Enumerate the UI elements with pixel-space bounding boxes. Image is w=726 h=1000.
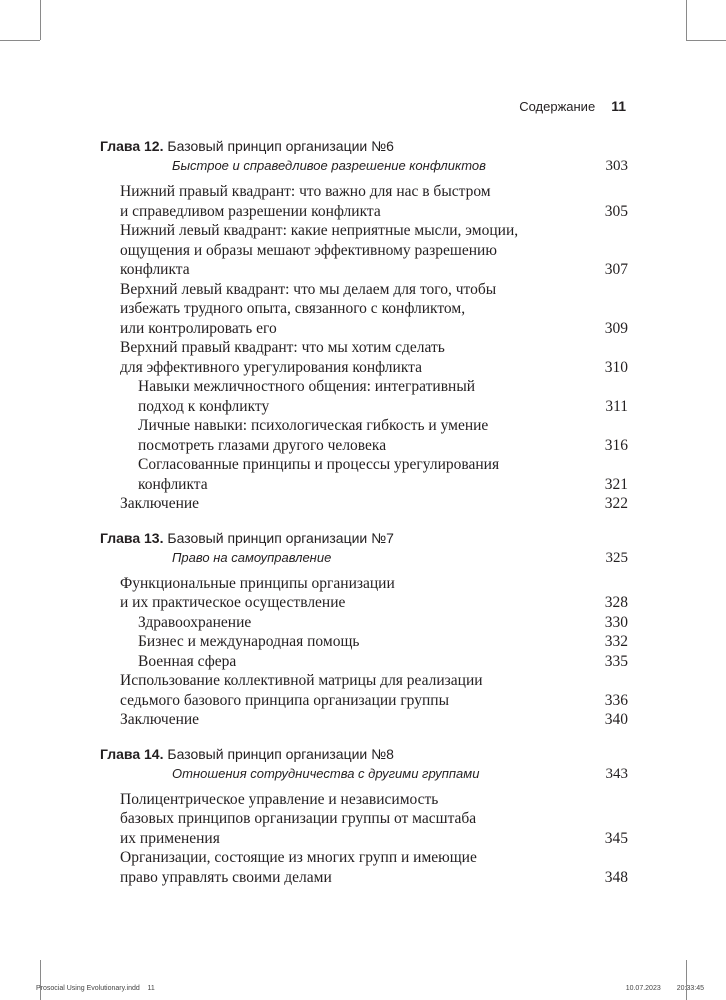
chapter-heading xyxy=(100,136,628,156)
toc-entry-title: Организации, состоящие из многих групп и имеющие право управлять своими делами xyxy=(120,849,477,886)
toc-entry xyxy=(100,221,628,280)
toc-entry-title: Личные навыки: психологическая гибкость и умение посмотреть глазами другого человека xyxy=(138,417,489,454)
toc-entry xyxy=(100,848,628,887)
page-ref: 332 xyxy=(604,633,628,650)
slug-time: 20:33:45 xyxy=(676,985,704,992)
toc-entry-title: Бизнес и международная помощь xyxy=(138,633,360,650)
page-ref: 348 xyxy=(604,868,628,886)
chapter-subtitle-row xyxy=(172,156,628,176)
toc-entry xyxy=(100,574,628,613)
section-title: Содержание xyxy=(519,99,596,114)
page-ref: 345 xyxy=(604,829,628,847)
chapter-title: Базовый принцип организации №7 xyxy=(167,529,394,546)
toc-entry-title: Заключение xyxy=(120,495,200,512)
crop-mark xyxy=(40,0,41,40)
page-ref: 311 xyxy=(605,397,628,415)
chapter-label: Глава 14. xyxy=(100,745,164,762)
crop-mark xyxy=(686,40,726,41)
toc-entry xyxy=(100,416,628,455)
toc-entry-title: Полицентрическое управление и независимость базовых принципов организации группы от масштаба их применения xyxy=(120,790,477,847)
running-head xyxy=(519,98,626,114)
chapter-subtitle: Право на самоуправление xyxy=(172,549,332,565)
chapter-block xyxy=(100,136,628,514)
crop-mark xyxy=(686,960,687,1000)
slug-date: 10.07.2023 xyxy=(625,985,661,992)
chapter-block xyxy=(100,528,628,730)
toc-entry xyxy=(100,652,628,672)
page-ref: 330 xyxy=(604,613,628,631)
page-ref: 328 xyxy=(604,594,628,611)
toc-entry xyxy=(100,671,628,710)
toc-entry xyxy=(100,613,628,633)
toc-entry-title: Согласованные принципы и процессы урегулирования конфликта xyxy=(138,456,500,493)
page-ref: 309 xyxy=(604,319,628,337)
toc-entry-title: Заключение xyxy=(120,711,200,728)
page-ref: 340 xyxy=(604,711,628,728)
chapter-title: Базовый принцип организации №8 xyxy=(167,745,394,762)
page-ref: 321 xyxy=(604,475,628,493)
toc-entry-title: Навыки межличностного общения: интегративный подход к конфликту xyxy=(138,378,476,415)
toc-entry-title: Использование коллективной матрицы для реализации седьмого базового принципа организации группы xyxy=(120,672,483,709)
chapter-subtitle: Быстрое и справедливое разрешение конфликтов xyxy=(172,158,486,173)
toc-entry xyxy=(100,377,628,416)
toc-entry-title: Нижний левый квадрант: какие неприятные мысли, эмоции, ощущения и образы мешают эффективному разрешению конфликта xyxy=(120,222,519,278)
print-slug xyxy=(36,985,704,992)
page-ref: 305 xyxy=(604,202,628,220)
page-ref: 343 xyxy=(605,765,628,782)
toc-entry-title: Здравоохранение xyxy=(138,613,252,631)
chapter-label: Глава 12. xyxy=(100,138,164,154)
toc-entry-title: Верхний правый квадрант: что мы хотим сделать для эффективного урегулирования конфликта xyxy=(120,339,445,376)
crop-mark xyxy=(40,960,41,1000)
toc-entry-title: Военная сфера xyxy=(138,652,237,670)
toc-entry xyxy=(100,455,628,494)
chapter-subtitle-row xyxy=(172,764,628,784)
chapter-title: Базовый принцип организации №6 xyxy=(167,138,394,154)
toc-entry xyxy=(100,710,628,730)
chapter-subtitle-row xyxy=(172,548,628,568)
chapter-label: Глава 13. xyxy=(100,529,164,546)
toc-entry-title: Верхний левый квадрант: что мы делаем для того, чтобы избежать трудного опыта, связанного с конфликтом, или контролировать его xyxy=(120,280,497,337)
page-ref: 335 xyxy=(604,652,628,670)
toc-entry xyxy=(100,790,628,849)
chapter-heading xyxy=(100,744,628,764)
page-ref: 325 xyxy=(605,549,628,566)
toc-entry xyxy=(100,182,628,221)
toc-entry xyxy=(100,632,628,652)
chapter-heading xyxy=(100,528,628,548)
toc-entry-title: Функциональные принципы организации и их практическое осуществление xyxy=(120,574,395,611)
table-of-contents xyxy=(100,136,628,901)
slug-page: 11 xyxy=(147,985,155,992)
toc-entry xyxy=(100,338,628,377)
page-ref: 322 xyxy=(604,495,628,512)
crop-mark xyxy=(0,40,40,41)
page-ref: 310 xyxy=(604,358,628,376)
chapter-subtitle: Отношения сотрудничества с другими группами xyxy=(172,765,480,781)
page-ref: 316 xyxy=(604,436,628,454)
toc-entry xyxy=(100,280,628,339)
page-ref: 307 xyxy=(604,261,628,278)
slug-file: Prosocial Using Evolutionary.indd xyxy=(36,985,140,992)
crop-mark xyxy=(686,0,687,40)
chapter-block xyxy=(100,744,628,888)
toc-entry-title: Нижний правый квадрант: что важно для нас в быстром и справедливом разрешении конфликта xyxy=(120,183,491,220)
page-number: 11 xyxy=(611,98,626,114)
page-ref: 336 xyxy=(604,691,628,709)
toc-entry xyxy=(100,494,628,514)
page-ref: 303 xyxy=(605,158,628,174)
